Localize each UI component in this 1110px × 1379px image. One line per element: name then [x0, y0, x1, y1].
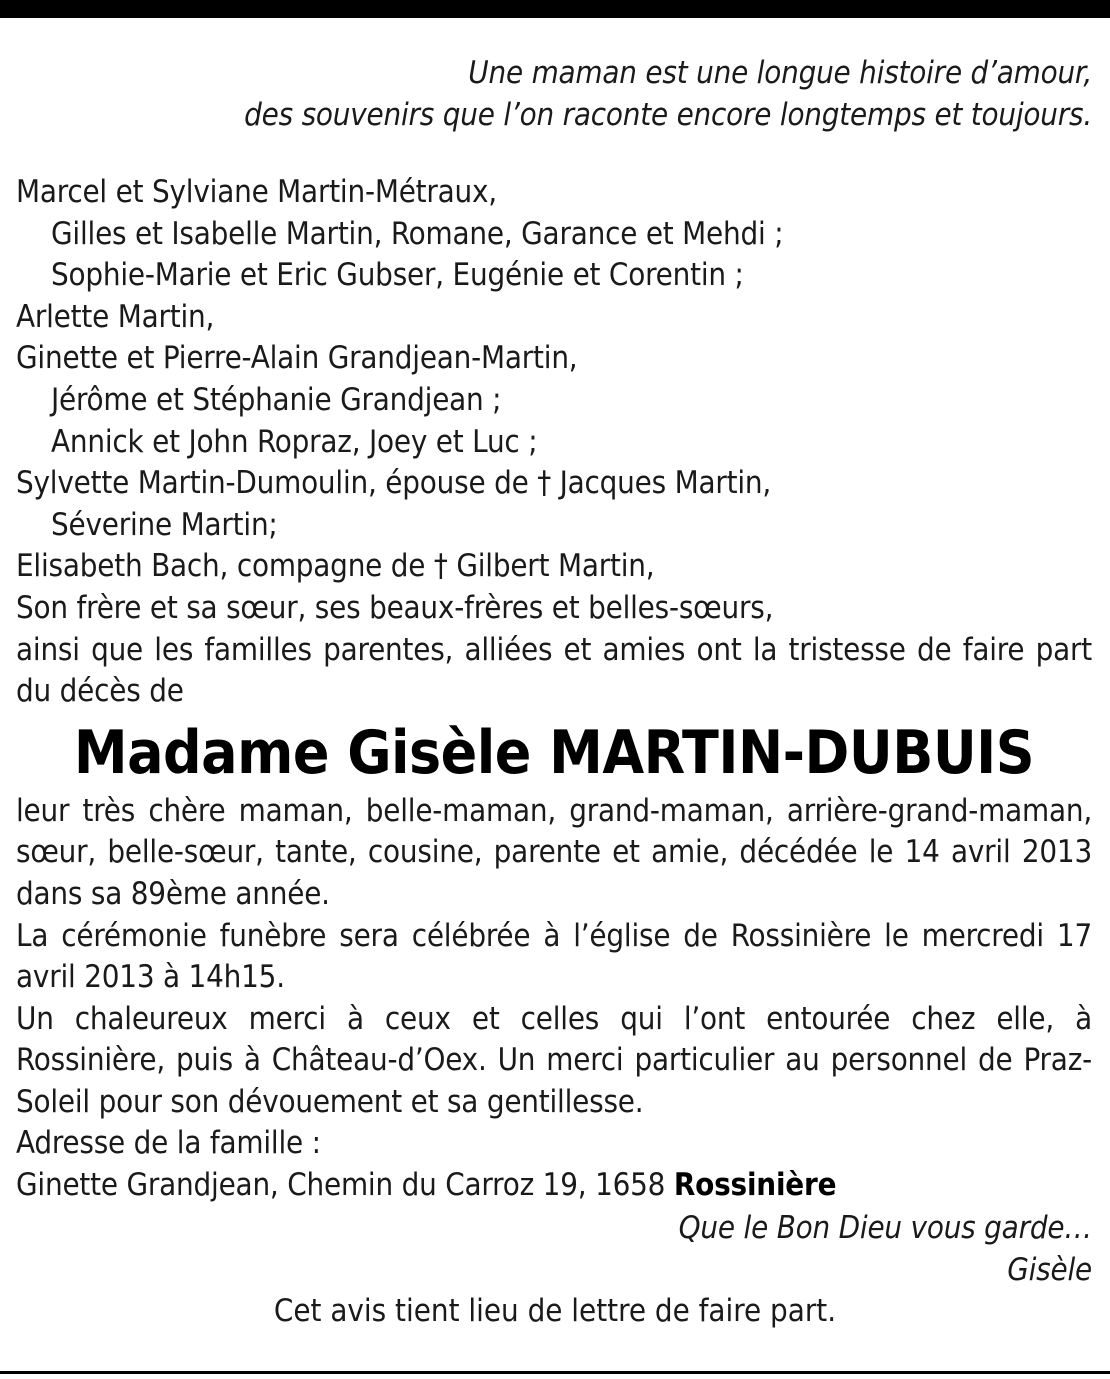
signature: Gisèle — [1007, 1251, 1092, 1288]
deceased-name: Madame Gisèle MARTIN-DUBUIS — [73, 717, 1035, 788]
family-line: Ginette et Pierre-Alain Grandjean-Martin, — [16, 340, 578, 377]
family-line: Annick et John Ropraz, Joey et Luc ; — [51, 423, 538, 460]
family-line: Sylvette Martin-Dumoulin, épouse de † Jacques Martin, — [16, 465, 772, 502]
address-town: Rossinière — [673, 1167, 837, 1204]
intro-block — [16, 630, 1092, 713]
epigraph-line-2: des souvenirs que l’on raconte encore longtemps et toujours. — [244, 97, 1092, 133]
epigraph-line-1: Une maman est une longue histoire d’amour, — [468, 55, 1092, 91]
closing-line: Que le Bon Dieu vous garde… — [678, 1209, 1092, 1246]
bottom-border — [0, 1371, 1110, 1374]
address-label: Adresse de la famille : — [16, 1125, 321, 1162]
footer-note: Cet avis tient lieu de lettre de faire part. — [273, 1293, 837, 1329]
family-line: Elisabeth Bach, compagne de † Gilbert Martin, — [16, 548, 655, 585]
family-line: Séverine Martin; — [51, 506, 278, 543]
ceremony-text: La cérémonie funèbre sera célébrée à l’église de Rossinière le mercredi 17 avril 2013 à 14h15. — [16, 917, 1092, 996]
family-line: Marcel et Sylviane Martin-Métraux, — [16, 174, 497, 210]
thanks-text: Un chaleureux merci à ceux et celles qui l’ont entourée chez elle, à Rossinière, puis à Château-d’Oex. Un merci particulier au personnel de Praz-Soleil pour son dévouement et sa gentillesse. — [16, 1000, 1092, 1120]
address-text: Ginette Grandjean, Chemin du Carroz 19, 1658 — [16, 1167, 666, 1204]
family-line: Sophie-Marie et Eric Gubser, Eugénie et Corentin ; — [51, 257, 744, 294]
closing-block — [16, 1207, 1092, 1291]
family-line: Arlette Martin, — [16, 298, 215, 335]
notice-body — [16, 791, 1092, 1207]
family-line: Son frère et sa sœur, ses beaux-frères et belles-sœurs, — [16, 589, 774, 626]
description-text: leur très chère maman, belle-maman, grand-maman, arrière-grand-maman, sœur, belle-sœur, tante, cousine, parente et amie, décédée le 14 avril 2013 dans sa 89ème année. — [16, 792, 1092, 912]
family-line: Gilles et Isabelle Martin, Romane, Garance et Mehdi ; — [51, 215, 784, 252]
obituary-notice — [16, 52, 1092, 1291]
intro-text: ainsi que les familles parentes, alliées et amies ont la tristesse de faire part du décès de — [16, 631, 1092, 710]
family-line: Jérôme et Stéphanie Grandjean ; — [51, 381, 502, 418]
family-list — [16, 172, 1092, 630]
address-line — [16, 1165, 1092, 1207]
epigraph — [16, 52, 1092, 136]
top-border — [0, 0, 1110, 18]
